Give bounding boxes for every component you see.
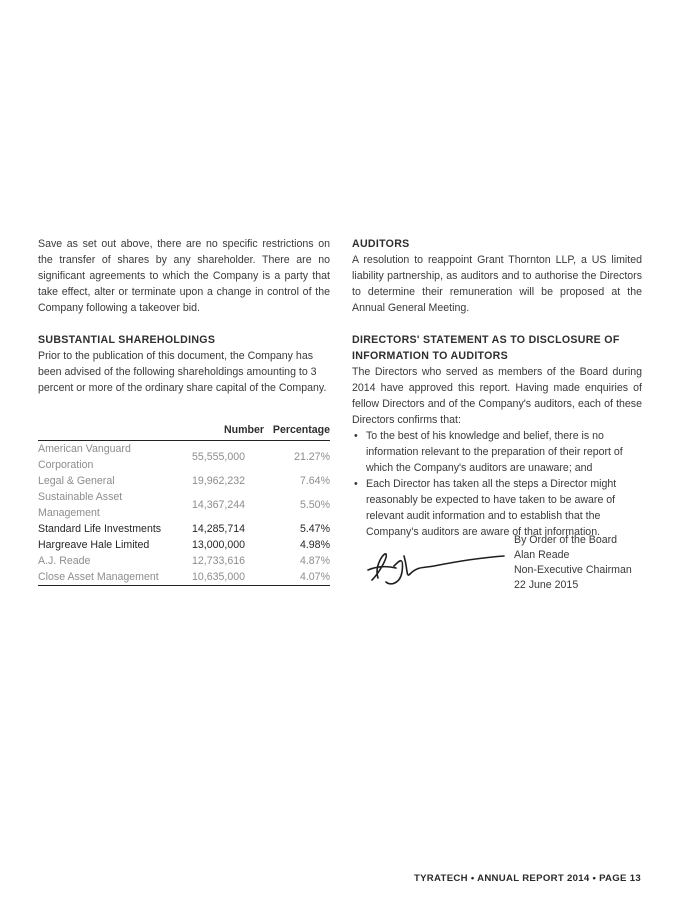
directors-statement-heading-line2: INFORMATION TO AUDITORS (352, 350, 508, 362)
left-column (38, 236, 330, 586)
table-row (38, 537, 330, 553)
header-percentage: Percentage (272, 424, 330, 436)
header-name (38, 422, 184, 441)
table-row (38, 489, 330, 521)
holder-name: Sustainable Asset Management (38, 491, 123, 519)
holder-percentage: 4.87% (299, 555, 330, 567)
holder-number: 10,635,000 (192, 571, 246, 583)
auditors-paragraph: A resolution to reappoint Grant Thornton LLP, a US limited liability partnership, as auditors and to authorise the Directors to determine their remuneration will be proposed at the Annual General Meeting. (352, 254, 642, 314)
holder-name: Legal & General (38, 475, 115, 487)
holder-percentage: 21.27% (294, 451, 330, 463)
holder-number: 14,367,244 (192, 499, 246, 511)
list-item: • Each Director has taken all the steps a Director might reasonably be expected to have taken to be aware of relevant audit information and to establish that the Company's auditors are aware of that information. (352, 476, 642, 540)
holder-percentage: 4.98% (299, 539, 330, 551)
confirmation-list (352, 428, 642, 540)
signoff-date: 22 June 2015 (514, 579, 579, 591)
holder-number: 13,000,000 (192, 539, 246, 551)
signatory-name: Alan Reade (514, 549, 570, 561)
table-row (38, 473, 330, 489)
list-item: • To the best of his knowledge and belief, there is no information relevant to the preparation of their report of which the Company's auditors are unaware; and (352, 428, 642, 476)
right-column (352, 236, 642, 540)
holder-number: 19,962,232 (192, 475, 246, 487)
table-row (38, 569, 330, 586)
signature-image (364, 544, 506, 590)
holder-name: American Vanguard Corporation (38, 443, 131, 471)
holder-name: A.J. Reade (38, 555, 91, 567)
page-footer: TYRATECH • ANNUAL REPORT 2014 • PAGE 13 (413, 873, 641, 884)
holder-percentage: 4.07% (299, 571, 330, 583)
directors-statement-paragraph: The Directors who served as members of the Board during 2014 have approved this report. Having made enquiries of fellow Directors and of the Company's auditors, each of these Directors confirms that: (352, 366, 642, 426)
table-row (38, 553, 330, 569)
holder-name: Close Asset Management (38, 571, 159, 583)
shareholdings-table (38, 422, 330, 586)
table-row (38, 521, 330, 537)
holder-name: Hargreave Hale Limited (38, 539, 150, 551)
holder-number: 12,733,616 (192, 555, 246, 567)
table-header-row (38, 422, 330, 441)
intro-paragraph: Save as set out above, there are no specific restrictions on the transfer of shares by any shareholder. There are no significant agreements to which the Company is a party that take effect, alter or terminate upon a change in control of the Company following a takeover bid. (38, 238, 330, 314)
holder-name: Standard Life Investments (38, 523, 162, 535)
substantial-shareholdings-text: Prior to the publication of this document, the Company has been advised of the following shareholdings amounting to 3 percent or more of the ordinary share capital of the Company. (38, 350, 327, 394)
holder-number: 55,555,000 (192, 451, 246, 463)
signoff-line: By Order of the Board (514, 534, 618, 546)
holder-percentage: 5.50% (299, 499, 330, 511)
header-number: Number (223, 424, 264, 436)
signoff-block (514, 533, 632, 593)
substantial-shareholdings-heading: SUBSTANTIAL SHAREHOLDINGS (38, 334, 216, 346)
holder-percentage: 7.64% (299, 475, 330, 487)
auditors-heading: AUDITORS (352, 238, 410, 250)
holder-number: 14,285,714 (192, 523, 246, 535)
holder-percentage: 5.47% (299, 523, 330, 535)
directors-statement-heading-line1: DIRECTORS' STATEMENT AS TO DISCLOSURE OF (352, 334, 620, 346)
table-row (38, 441, 330, 474)
signatory-title: Non-Executive Chairman (514, 564, 632, 576)
